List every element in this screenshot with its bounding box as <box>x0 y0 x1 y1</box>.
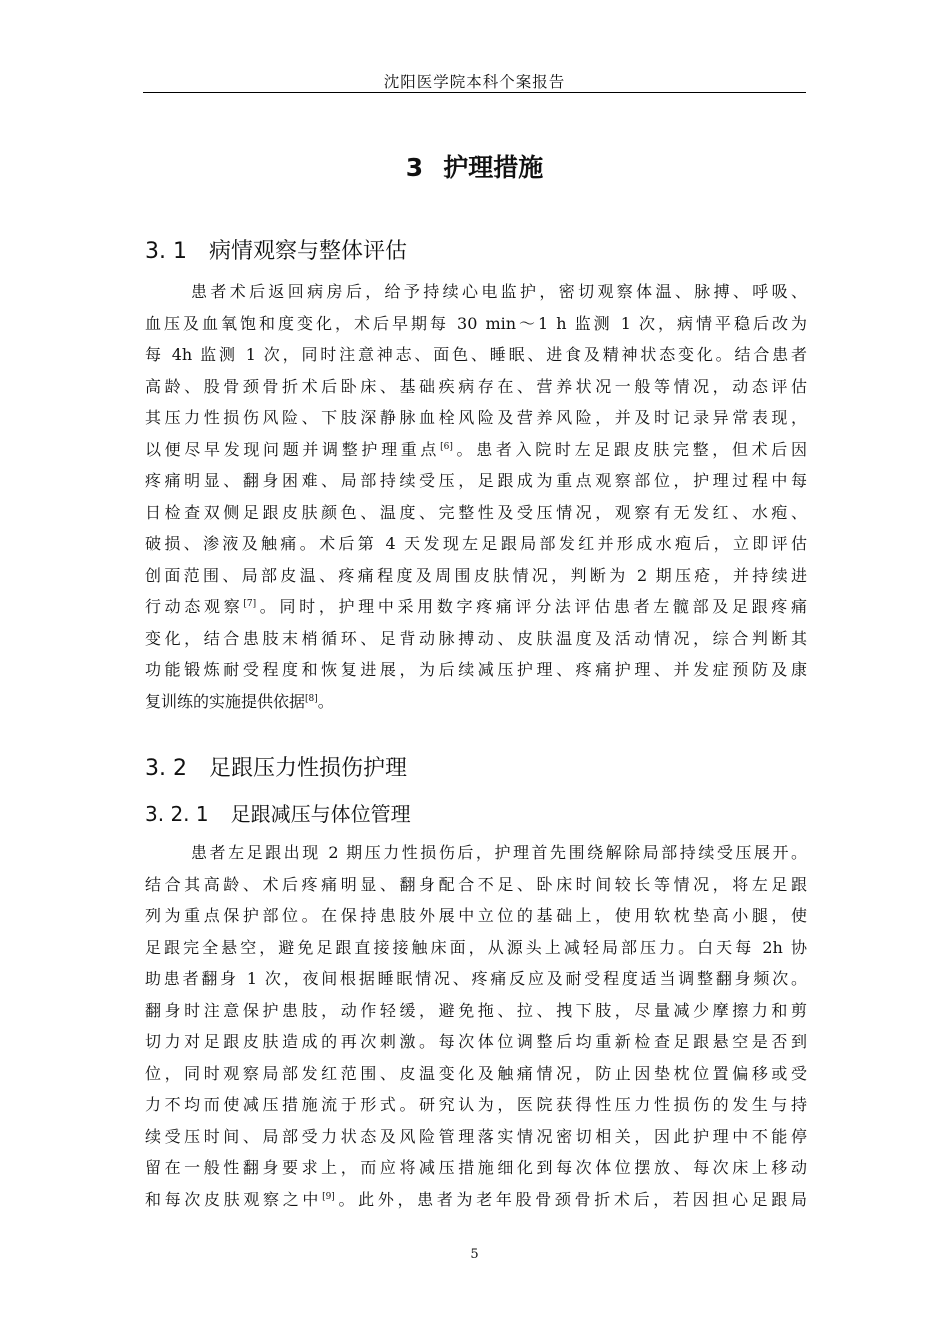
citation-ref: [6] <box>440 441 453 452</box>
chapter-title <box>143 148 806 184</box>
text-line: 留在一般性翻身要求上，而应将减压措施细化到每次体位摆放、每次床上移动 <box>145 1158 807 1177</box>
text-line <box>145 591 807 623</box>
citation-ref: [7] <box>243 599 257 609</box>
text-line: 日检查双侧足跟皮肤颜色、温度、完整性及受压情况，观察有无发红、水疱、 <box>145 502 807 522</box>
text-line: 位，同时观察局部发红范围、皮温变化及触痛情况，防止因垫枕位置偏移或受 <box>145 1063 807 1083</box>
subsection-title: 足跟减压与体位管理 <box>230 802 411 826</box>
section-heading-3-2 <box>145 751 407 782</box>
text-line: 功能锻炼耐受程度和恢复进展，为后续减压护理、疼痛护理、并发症预防及康 <box>145 660 807 679</box>
text-line: 其压力性损伤风险、下肢深静脉血栓风险及营养风险，并及时记录异常表现， <box>145 408 807 427</box>
subsection-heading-3-2-1 <box>145 798 411 827</box>
text-line: 患者左足跟出现 2 期压力性损伤后，护理首先围绕解除局部持续受压展开。 <box>191 843 807 862</box>
running-header: 沈阳医学院本科个案报告 <box>383 73 566 91</box>
text-line: 破损、渗液及触痛。术后第 4 天发现左足跟局部发红并形成水疱后，立即评估 <box>145 534 807 553</box>
header-rule <box>143 92 806 93</box>
section-title: 足跟压力性损伤护理 <box>208 756 407 781</box>
chapter-title-text: 护理措施 <box>443 153 544 182</box>
text-line: 翻身时注意保护患肢，动作轻缓，避免拖、拉、拽下肢，尽量减少摩擦力和剪 <box>145 1000 807 1020</box>
text-segment: 。 <box>317 691 334 711</box>
text-line <box>145 686 807 718</box>
page-number: 5 <box>470 1247 479 1262</box>
text-line <box>145 1184 807 1216</box>
paragraph-observation <box>145 276 807 717</box>
text-segment: 。患者入院时左足跟皮肤完整，但术后因 <box>452 439 807 459</box>
text-line: 高龄、股骨颈骨折术后卧床、基础疾病存在、营养状况一般等情况，动态评估 <box>145 376 807 396</box>
text-line: 疼痛明显、翻身困难、局部持续受压，足跟成为重点观察部位，护理过程中每 <box>145 471 807 490</box>
text-segment: 以便尽早发现问题并调整护理重点 <box>145 439 441 459</box>
text-line: 每 4h 监测 1 次，同时注意神志、面色、睡眠、进食及精神状态变化。结合患者 <box>145 345 807 364</box>
section-number: 3. 1 <box>145 239 187 264</box>
text-line: 列为重点保护部位。在保持患肢外展中立位的基础上，使用软枕垫高小腿，使 <box>145 906 807 925</box>
text-line: 创面范围、局部皮温、疼痛程度及周围皮肤情况，判断为 2 期压疮，并持续进 <box>145 565 807 585</box>
section-heading-3-1 <box>145 234 407 265</box>
text-line: 变化，结合患肢末梢循环、足背动脉搏动、皮肤温度及活动情况，综合判断其 <box>145 628 807 648</box>
text-segment: 。此外，患者为老年股骨颈骨折术后，若因担心足跟局 <box>334 1189 807 1209</box>
text-segment: 。同时，护理中采用数字疼痛评分法评估患者左髋部及足跟疼痛 <box>256 597 807 616</box>
text-line: 结合其高龄、术后疼痛明显、翻身配合不足、卧床时间较长等情况，将左足跟 <box>145 874 807 894</box>
section-number: 3. 2 <box>145 756 187 781</box>
text-line: 患者术后返回病房后，给予持续心电监护，密切观察体温、脉搏、呼吸、 <box>191 282 807 301</box>
paragraph-pressure-relief <box>145 837 807 1215</box>
text-line: 足跟完全悬空，避免足跟直接接触床面，从源头上减轻局部压力。白天每 2h 协 <box>145 937 807 957</box>
text-line: 切力对足跟皮肤造成的再次刺激。每次体位调整后均重新检查足跟悬空是否到 <box>145 1032 807 1051</box>
subsection-number: 3. 2. 1 <box>145 802 209 826</box>
text-segment: 复训练的实施提供依据 <box>145 691 306 711</box>
text-line: 血压及血氧饱和度变化，术后早期每 30 min～1 h 监测 1 次，病情平稳后改为 <box>145 313 807 333</box>
text-line: 续受压时间、局部受力状态及风险管理落实情况密切相关，因此护理中不能停 <box>145 1126 807 1146</box>
chapter-number: 3 <box>405 153 424 182</box>
text-segment: 行动态观察 <box>145 597 244 616</box>
text-segment: 和每次皮肤观察之中 <box>145 1189 323 1209</box>
citation-ref: [9] <box>322 1191 335 1202</box>
text-line <box>145 434 807 466</box>
citation-ref: [8] <box>305 693 318 704</box>
text-line: 力不均而使减压措施流于形式。研究认为，医院获得性压力性损伤的发生与持 <box>145 1095 807 1114</box>
section-title: 病情观察与整体评估 <box>208 239 407 264</box>
text-line: 助患者翻身 1 次，夜间根据睡眠情况、疼痛反应及耐受程度适当调整翻身频次。 <box>145 969 807 988</box>
